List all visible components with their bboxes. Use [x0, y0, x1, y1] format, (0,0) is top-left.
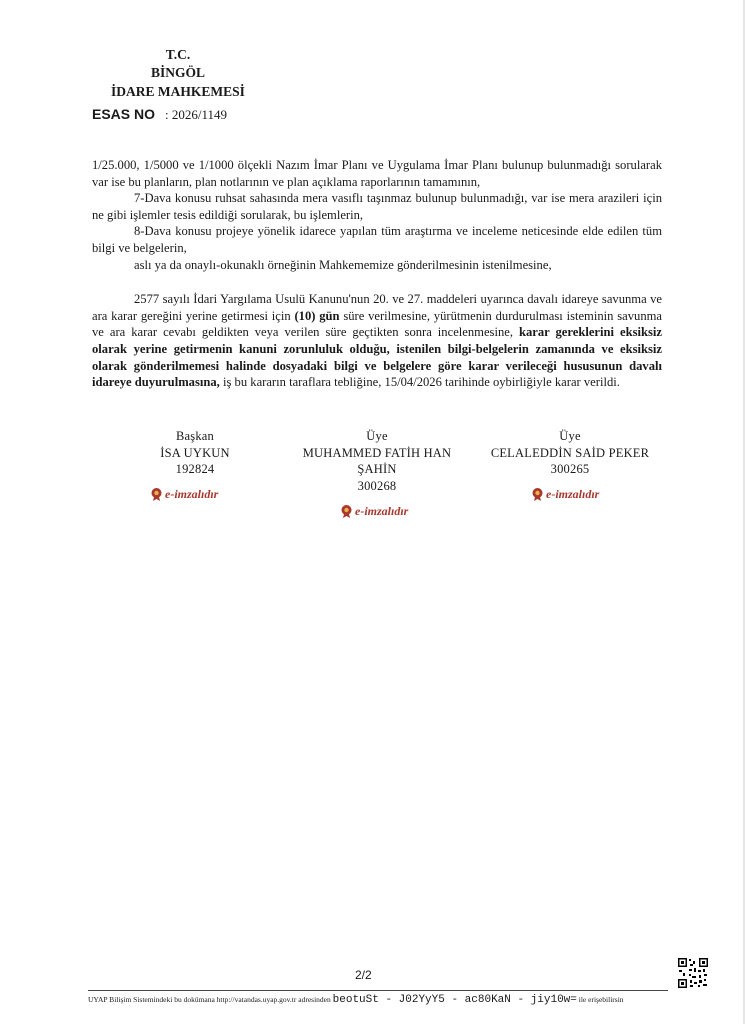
esas-label: ESAS NO — [92, 106, 156, 122]
esas-value: : 2026/1149 — [165, 107, 228, 122]
paragraph-decision — [92, 291, 662, 391]
esign-stamp-member-1 — [340, 504, 408, 519]
signature-id: 300265 — [550, 462, 590, 476]
signature-role: Üye — [366, 429, 388, 443]
signature-name-line2: ŞAHİN — [357, 462, 397, 476]
seal-icon — [531, 487, 544, 501]
esas-row — [92, 106, 227, 124]
esign-label: e-imzalıdır — [355, 504, 409, 518]
decision-bold-notice: karar gereklerini eksiksiz olarak yerine getirmenin kanuni zorunluluk olduğu, istenilen bilgi-belgelerin zamanında ve eksiksiz olarak gönderilmemesi halinde dosyadaki bilgi ve belgelere göre karar verileceği hususunun davalı idareye duyurulmasına, — [92, 325, 662, 390]
signature-id: 192824 — [175, 462, 215, 476]
qr-code-icon — [677, 957, 709, 989]
paragraph-request: aslı ya da onaylı-okunaklı örneğinin Mahkememize gönderilmesinin istenilmesine, — [134, 257, 552, 272]
seal-icon — [340, 504, 353, 518]
header-city: BİNGÖL — [150, 65, 205, 80]
signature-name-line1: MUHAMMED FATİH HAN — [302, 445, 452, 460]
decision-text-a: 2577 sayılı İdari Yargılama Usulü Kanunu'nun 20. ve 27. maddeleri uyarınca davalı idareye savunma ve ara karar gereğini yerine getirmesi için — [92, 292, 662, 323]
header-tc: T.C. — [165, 47, 191, 62]
paragraph-item-7: 7-Dava konusu ruhsat sahasında mera vasıflı taşınmaz bulunup bulunmadığı, var ise mera arazileri için ne gibi işlemler tesis edildiği sorularak, bu işlemlerin, — [92, 191, 662, 222]
signature-role: Üye — [559, 429, 581, 443]
decision-text-e: iş bu kararın taraflara tebliğine, 15/04/2026 tarihinde oybirliğiyle karar verildi. — [219, 375, 620, 390]
footer-verification — [88, 990, 668, 1006]
page-number: 2/2 — [355, 968, 372, 982]
esign-label: e-imzalıdır — [165, 487, 219, 501]
esign-stamp-president — [150, 487, 218, 502]
seal-icon — [150, 487, 163, 501]
decision-days: (10) gün — [294, 308, 340, 323]
paragraph-plans: 1/25.000, 1/5000 ve 1/1000 ölçekli Nazım İmar Planı ve Uygulama İmar Planı bulunup bulunmadığı sorularak var ise bu planların, plan notlarının ve plan açıklama raporlarının tamamının, — [92, 158, 662, 189]
footer-text-b: ile erişebilirsin — [578, 995, 624, 1004]
signature-name: CELALEDDİN SAİD PEKER — [490, 445, 650, 460]
header-court: İDARE MAHKEMESİ — [111, 84, 245, 99]
footer-verification-code: beotuSt - J02YyY5 - ac80KaN - jiy10w= — [332, 994, 577, 1006]
decision-text-c: süre verilmesine, yürütmenin durdurulması isteminin savunma ve ara karar cevabı geldikten veya verilen süre geçtikten sonra incelenmesine, — [92, 308, 662, 340]
signature-member-2 — [480, 428, 660, 478]
signature-id: 300268 — [357, 478, 397, 493]
esign-label: e-imzalıdır — [546, 487, 600, 501]
paragraph-item-8: 8-Dava konusu projeye yönelik idarece yapılan tüm araştırma ve inceleme neticesinde elde edilen tüm bilgi ve belgelerin, — [92, 224, 662, 255]
signature-role: Başkan — [176, 429, 214, 443]
esign-stamp-member-2 — [531, 487, 599, 502]
signature-member-1 — [287, 428, 467, 494]
footer-text-a: UYAP Bilişim Sistemindeki bu dokümana http://vatandas.uyap.gov.tr adresinden — [88, 995, 331, 1004]
document-body — [92, 157, 662, 391]
signature-name: İSA UYKUN — [160, 445, 230, 460]
signature-president — [120, 428, 270, 478]
